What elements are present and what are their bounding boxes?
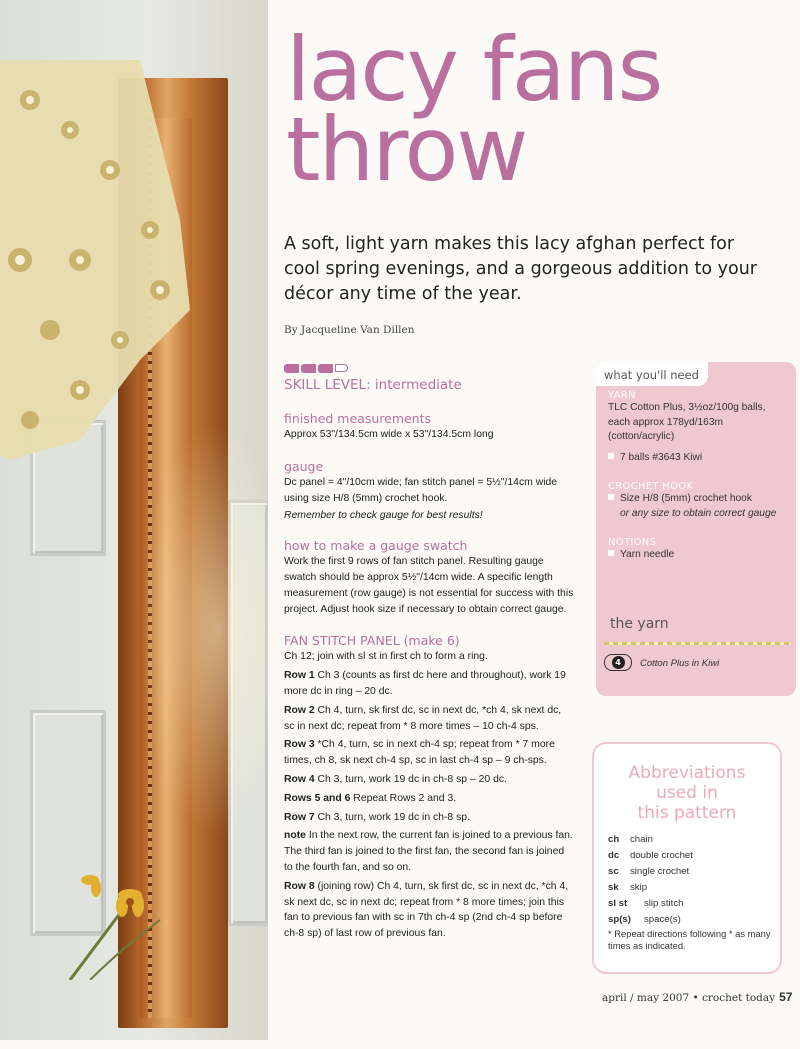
row-text: Ch 3, turn, work 19 dc in ch-8 sp – 20 dc. [314,773,507,785]
abbreviation-value: space(s) [644,914,681,925]
pattern-row [284,668,574,700]
gauge-text: Dc panel = 4"/10cm wide; fan stitch panel = 5½"/14cm wide using size H/8 (5mm) crochet hook. [284,476,558,504]
abbreviation-key: dc [608,850,620,861]
row-text: In the next row, the current fan is joined to a previous fan. The third fan is joined to the first fan, the second fan is joined to the fourth fan, and so on. [284,830,573,873]
row-label: Row 3 [284,739,315,751]
yarn-name: Cotton Plus in Kiwi [640,658,720,669]
pattern-row [284,879,574,942]
finished-text: Approx 53"/134.5cm wide x 53"/134.5cm long [284,429,494,440]
gauge-note: Remember to check gauge for best results! [284,510,483,522]
checkbox-icon [608,550,614,556]
notions-item-text: Yarn needle [620,549,675,560]
abbr-title-line-1: Abbreviations [628,763,746,783]
gauge-heading: gauge [284,458,324,474]
abbreviation-value: slip stitch [644,898,684,909]
abbreviation-key: sk [608,882,619,893]
abbreviation-value: chain [630,834,653,845]
abbreviation-key: sl st [608,898,628,909]
row-text: *Ch 4, turn, sc in next ch-4 sp; repeat from * 7 more times, ch 8, sk next ch-4 sp, sc in last ch-4 sp – 9 ch-sps. [284,739,555,767]
subtitle: A soft, light yarn makes this lacy afghan perfect for cool spring evenings, and a gorgeous addition to your décor any time of the year. [284,234,757,304]
yarn-strand [604,642,790,645]
row-label: Rows 5 and 6 [284,792,351,804]
row-text: Ch 4, turn, sk first dc, sc in next dc, *ch 4, sk next dc, sc in next dc; repeat from * 8 more times – 10 ch-4 sps. [284,704,562,732]
pattern-row [284,737,574,769]
page-title [286,18,662,201]
yarn-text: TLC Cotton Plus, 3½oz/100g balls, each approx 178yd/163m (cotton/acrylic) [608,402,766,442]
row-text: Ch 3 (counts as first dc here and throughout), work 19 more dc in ring – 20 dc. [284,670,566,697]
abbreviation-key: ch [608,834,620,845]
skill-level: SKILL LEVEL: intermediate [284,377,462,393]
panel-heading: FAN STITCH PANEL (make 6) [284,633,460,649]
title-line-2: throw [286,98,527,201]
row-label: Row 8 [284,880,315,892]
hook-item-text: Size H/8 (5mm) crochet hook [620,493,752,504]
abbreviations-box [592,742,782,974]
instructions-column [284,411,574,942]
notions-label: NOTIONS [608,537,657,548]
row-text: Repeat Rows 2 and 3. [350,792,457,804]
abbreviation-value: skip [630,882,648,893]
row-label: note [284,830,306,842]
abbreviation-value: single crochet [630,866,690,877]
crochet-lace-throw [0,60,200,460]
checkbox-icon [608,494,614,500]
row-label: Row 7 [284,811,315,823]
yarn-item [608,451,790,466]
pattern-row [284,810,574,826]
need-title: what you'll need [604,368,699,382]
photo-door-frame [0,0,268,1040]
abbreviation-item [608,832,693,848]
abbreviations-note: * Repeat directions following * as many times as indicated. [608,928,771,951]
abbreviation-item [608,912,693,928]
page-number: 57 [779,990,793,1004]
row-text: Ch 3, turn, work 19 dc in ch-8 sp. [314,811,470,823]
hook-item [608,492,790,507]
abbr-title-line-3: this pattern [637,803,737,823]
pattern-row [284,791,574,807]
yarn-label: YARN [608,390,636,401]
title-line-1: lacy fans [286,18,662,121]
swatch-text: Work the first 9 rows of fan stitch panel. Resulting gauge swatch should be approx 5½"/14cm wide. A specific length measurement (row gauge) is not essential for success with this project. Adjust hook size if necessary to obtain correct gauge. [284,556,574,615]
row-label: Row 2 [284,704,315,716]
yarn-item-text: 7 balls #3643 Kiwi [620,451,703,463]
abbreviation-value: double crochet [630,850,693,861]
hook-note: or any size to obtain correct gauge [620,507,777,519]
the-yarn-heading: the yarn [610,616,669,632]
abbreviation-key: sc [608,866,619,877]
row-label: Row 4 [284,773,315,785]
pattern-row [284,828,574,875]
abbreviation-item [608,880,693,896]
skill-bar-filled [318,364,333,373]
orchid-flower [60,860,180,980]
page-footer [602,990,792,1004]
skill-bar-empty [335,364,348,372]
abbr-title-line-2: used in [656,783,718,803]
footer-text: april / may 2007 • crochet today [602,992,776,1004]
yarn-weight-icon [604,654,632,671]
abbreviations-list [608,832,693,928]
byline: By Jacqueline Van Dillen [284,324,415,336]
abbreviation-key: sp(s) [608,914,631,925]
panel-intro: Ch 12; join with sl st in first ch to form a ring. [284,651,488,663]
notions-item [608,548,790,563]
abbreviation-item [608,864,693,880]
skill-level-icon [284,364,348,373]
hook-label: CROCHET HOOK [608,481,694,492]
yarn-weight-number: 4 [612,656,625,669]
row-label: Row 1 [284,670,315,682]
pattern-row [284,703,574,735]
skill-bar-filled [284,364,299,373]
swatch-heading: how to make a gauge swatch [284,538,468,554]
checkbox-icon [608,453,614,459]
skill-bar-filled [301,364,316,373]
pattern-rows [284,668,574,942]
abbreviation-item [608,896,693,912]
finished-heading: finished measurements [284,411,432,426]
pattern-row [284,772,574,788]
sunlight [140,420,268,840]
abbreviations-title [594,763,780,823]
what-youll-need-box [596,362,796,696]
row-text: (joining row) Ch 4, turn, sk first dc, sc in next dc, *ch 4, sk next dc, sc in next dc; repeat from * 8 more times; join this fan to previous fan with sc in 7th ch-4 sp (2nd ch-4 sp before ch-8 sp) of last row of previous fan. [284,880,569,940]
abbreviation-item [608,848,693,864]
